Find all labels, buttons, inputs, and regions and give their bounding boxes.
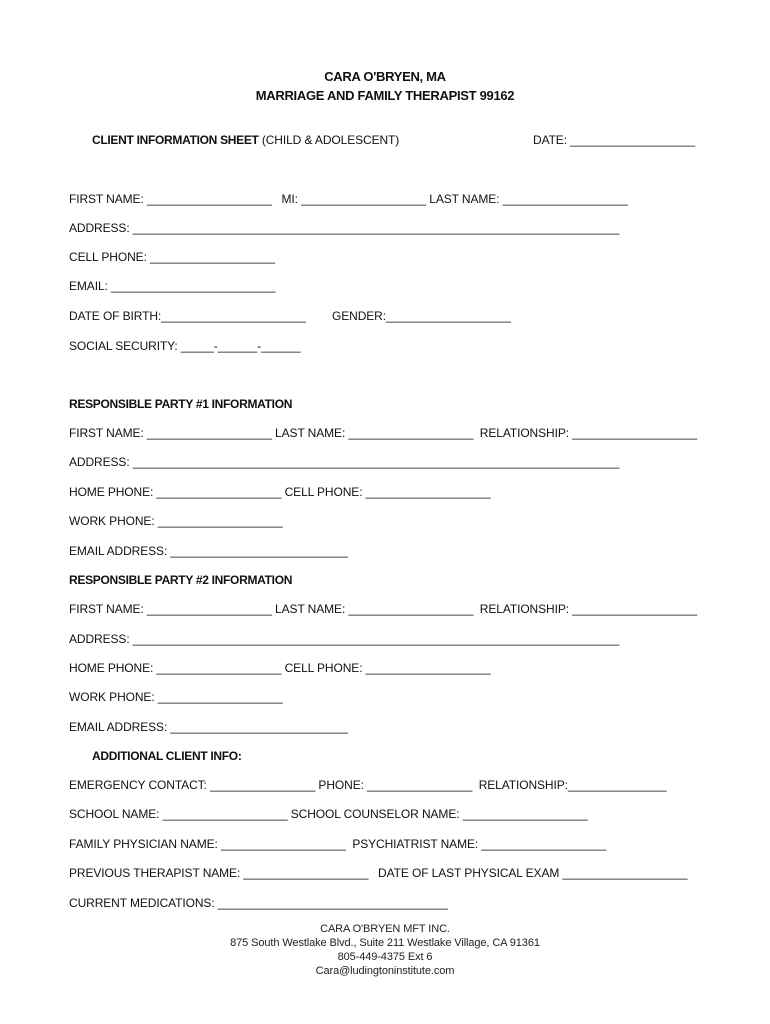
footer-email: Cara@ludingtoninstitute.com <box>315 965 455 977</box>
client-name-fields[interactable]: FIRST NAME: ___________________ MI: ___________________ LAST NAME: ___________________ <box>69 192 628 206</box>
therapist-credential: MARRIAGE AND FAMILY THERAPIST 99162 <box>255 88 515 103</box>
party1-email-field[interactable]: EMAIL ADDRESS: ___________________________ <box>69 544 348 558</box>
current-medications-field[interactable]: CURRENT MEDICATIONS: ___________________________________ <box>69 896 448 910</box>
therapist-name: CARA O'BRYEN, MA <box>324 69 446 84</box>
party1-heading: RESPONSIBLE PARTY #1 INFORMATION <box>69 397 293 411</box>
party2-work-phone-field[interactable]: WORK PHONE: ___________________ <box>69 690 283 704</box>
party2-email-field[interactable]: EMAIL ADDRESS: ___________________________ <box>69 720 348 734</box>
school-fields[interactable]: SCHOOL NAME: ___________________ SCHOOL COUNSELOR NAME: ___________________ <box>69 807 588 821</box>
party1-phone-fields[interactable]: HOME PHONE: ___________________ CELL PHONE: ___________________ <box>69 485 491 499</box>
date-field[interactable]: DATE: ___________________ <box>533 133 696 147</box>
client-cell-phone-field[interactable]: CELL PHONE: ___________________ <box>69 250 275 264</box>
additional-heading: ADDITIONAL CLIENT INFO: <box>92 749 242 763</box>
footer-phone: 805-449-4375 Ext 6 <box>337 951 433 963</box>
party1-name-fields[interactable]: FIRST NAME: ___________________ LAST NAME: ___________________ RELATIONSHIP: ___________________ <box>69 426 698 440</box>
party2-name-fields[interactable]: FIRST NAME: ___________________ LAST NAME: ___________________ RELATIONSHIP: ___________________ <box>69 602 698 616</box>
footer-address: 875 South Westlake Blvd., Suite 211 Westlake Village, CA 91361 <box>230 937 540 949</box>
party2-phone-fields[interactable]: HOME PHONE: ___________________ CELL PHONE: ___________________ <box>69 661 491 675</box>
footer-company: CARA O'BRYEN MFT INC. <box>320 923 450 935</box>
party2-address-field[interactable]: ADDRESS: __________________________________________________________________________ <box>69 632 620 646</box>
emergency-contact-fields[interactable]: EMERGENCY CONTACT: ________________ PHONE: ________________ RELATIONSHIP:_______________ <box>69 778 667 792</box>
client-gender-field[interactable]: GENDER:___________________ <box>332 309 511 323</box>
client-email-field[interactable]: EMAIL: _________________________ <box>69 279 276 293</box>
client-dob-field[interactable]: DATE OF BIRTH:______________________ <box>69 309 306 323</box>
party1-work-phone-field[interactable]: WORK PHONE: ___________________ <box>69 514 283 528</box>
sheet-title-line <box>92 133 399 147</box>
party2-heading: RESPONSIBLE PARTY #2 INFORMATION <box>69 573 293 587</box>
sheet-title: CLIENT INFORMATION SHEET <box>92 133 259 147</box>
previous-therapist-fields[interactable]: PREVIOUS THERAPIST NAME: ___________________ DATE OF LAST PHYSICAL EXAM ___________________ <box>69 866 688 880</box>
client-ssn-field[interactable]: SOCIAL SECURITY: _____-______-______ <box>69 339 301 353</box>
party1-address-field[interactable]: ADDRESS: __________________________________________________________________________ <box>69 455 620 469</box>
physician-fields[interactable]: FAMILY PHYSICIAN NAME: ___________________ PSYCHIATRIST NAME: ___________________ <box>69 837 607 851</box>
client-address-field[interactable]: ADDRESS: __________________________________________________________________________ <box>69 221 620 235</box>
sheet-subtitle: (CHILD & ADOLESCENT) <box>261 133 400 147</box>
